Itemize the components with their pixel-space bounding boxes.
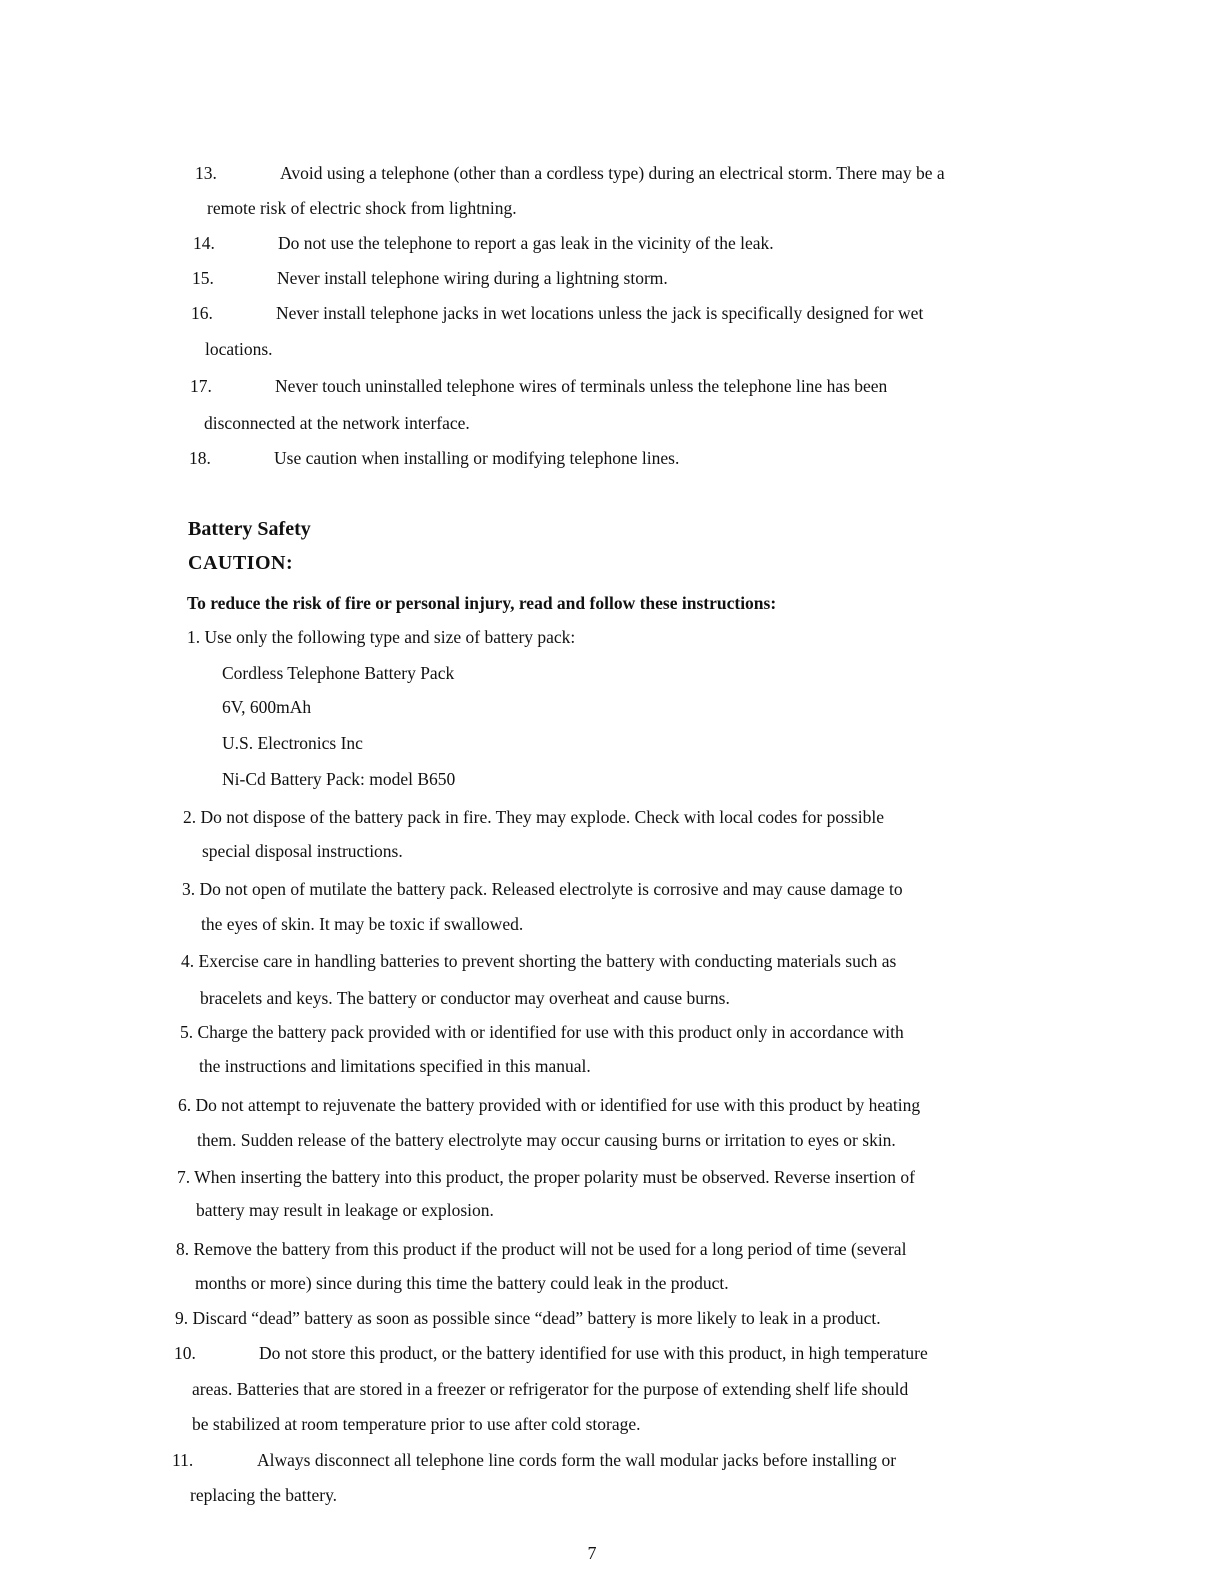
item-text-continued: disconnected at the network interface. bbox=[204, 413, 470, 433]
battery-item-7: 7. When inserting the battery into this product, the proper polarity must be observed. Reverse insertion of bbox=[177, 1167, 915, 1187]
item-number: 18. bbox=[189, 448, 211, 468]
item-text: Avoid using a telephone (other than a cordless type) during an electrical storm. There may be a bbox=[280, 163, 945, 183]
item-text-continued: remote risk of electric shock from lightning. bbox=[207, 198, 517, 218]
item-text: Do not use the telephone to report a gas leak in the vicinity of the leak. bbox=[278, 233, 774, 253]
page-number: 7 bbox=[587, 1543, 597, 1563]
item-number: 14. bbox=[193, 233, 215, 253]
item-number: 15. bbox=[192, 268, 214, 288]
item-text-continued: replacing the battery. bbox=[190, 1485, 338, 1505]
item-number: 16. bbox=[191, 303, 213, 323]
battery-item-6: 6. Do not attempt to rejuvenate the battery provided with or identified for use with this product by heating bbox=[178, 1095, 921, 1115]
item-text: Use caution when installing or modifying telephone lines. bbox=[274, 448, 680, 468]
item-text-continued-2: be stabilized at room temperature prior to use after cold storage. bbox=[192, 1414, 641, 1434]
battery-item-3: 3. Do not open of mutilate the battery pack. Released electrolyte is corrosive and may cause damage to bbox=[182, 879, 903, 899]
battery-item-2-continued: special disposal instructions. bbox=[202, 841, 403, 861]
battery-safety-heading: Battery Safety bbox=[188, 518, 311, 540]
battery-item-5-continued: the instructions and limitations specified in this manual. bbox=[199, 1056, 591, 1076]
item-text: Never install telephone wiring during a lightning storm. bbox=[277, 268, 668, 288]
battery-item-4-continued: bracelets and keys. The battery or conductor may overheat and cause burns. bbox=[200, 988, 730, 1008]
item-text-continued: locations. bbox=[205, 339, 273, 359]
item-number: 10. bbox=[174, 1343, 196, 1363]
item-text: Do not store this product, or the battery identified for use with this product, in high temperature bbox=[259, 1343, 928, 1363]
battery-item-9: 9. Discard “dead” battery as soon as possible since “dead” battery is more likely to leak in a product. bbox=[175, 1308, 881, 1328]
battery-item-4: 4. Exercise care in handling batteries to prevent shorting the battery with conducting materials such as bbox=[181, 951, 897, 971]
battery-item-1: 1. Use only the following type and size of battery pack: bbox=[187, 627, 576, 647]
pack-voltage: 6V, 600mAh bbox=[222, 697, 312, 717]
item-text-continued: areas. Batteries that are stored in a freezer or refrigerator for the purpose of extending shelf life should bbox=[192, 1379, 909, 1399]
pack-manufacturer: U.S. Electronics Inc bbox=[222, 733, 363, 753]
item-text: Always disconnect all telephone line cords form the wall modular jacks before installing or bbox=[257, 1450, 897, 1470]
pack-model: Ni-Cd Battery Pack: model B650 bbox=[222, 769, 456, 789]
item-text: Never touch uninstalled telephone wires of terminals unless the telephone line has been bbox=[275, 376, 888, 396]
item-number: 11. bbox=[172, 1450, 194, 1470]
caution-heading: CAUTION: bbox=[188, 552, 294, 574]
battery-item-8-continued: months or more) since during this time the battery could leak in the product. bbox=[195, 1273, 729, 1293]
item-number: 13. bbox=[195, 163, 217, 183]
battery-item-3-continued: the eyes of skin. It may be toxic if swallowed. bbox=[201, 914, 524, 934]
battery-item-2: 2. Do not dispose of the battery pack in fire. They may explode. Check with local codes for possible bbox=[183, 807, 884, 827]
battery-item-7-continued: battery may result in leakage or explosion. bbox=[196, 1200, 494, 1220]
item-text: Never install telephone jacks in wet locations unless the jack is specifically designed for wet bbox=[276, 303, 924, 323]
item-number: 17. bbox=[190, 376, 212, 396]
battery-item-8: 8. Remove the battery from this product if the product will not be used for a long period of time (several bbox=[176, 1239, 907, 1259]
instructions-intro: To reduce the risk of fire or personal injury, read and follow these instructions: bbox=[187, 593, 777, 613]
pack-type: Cordless Telephone Battery Pack bbox=[222, 663, 455, 683]
battery-item-5: 5. Charge the battery pack provided with or identified for use with this product only in accordance with bbox=[180, 1022, 904, 1042]
battery-item-6-continued: them. Sudden release of the battery electrolyte may occur causing burns or irritation to eyes or skin. bbox=[197, 1130, 896, 1150]
